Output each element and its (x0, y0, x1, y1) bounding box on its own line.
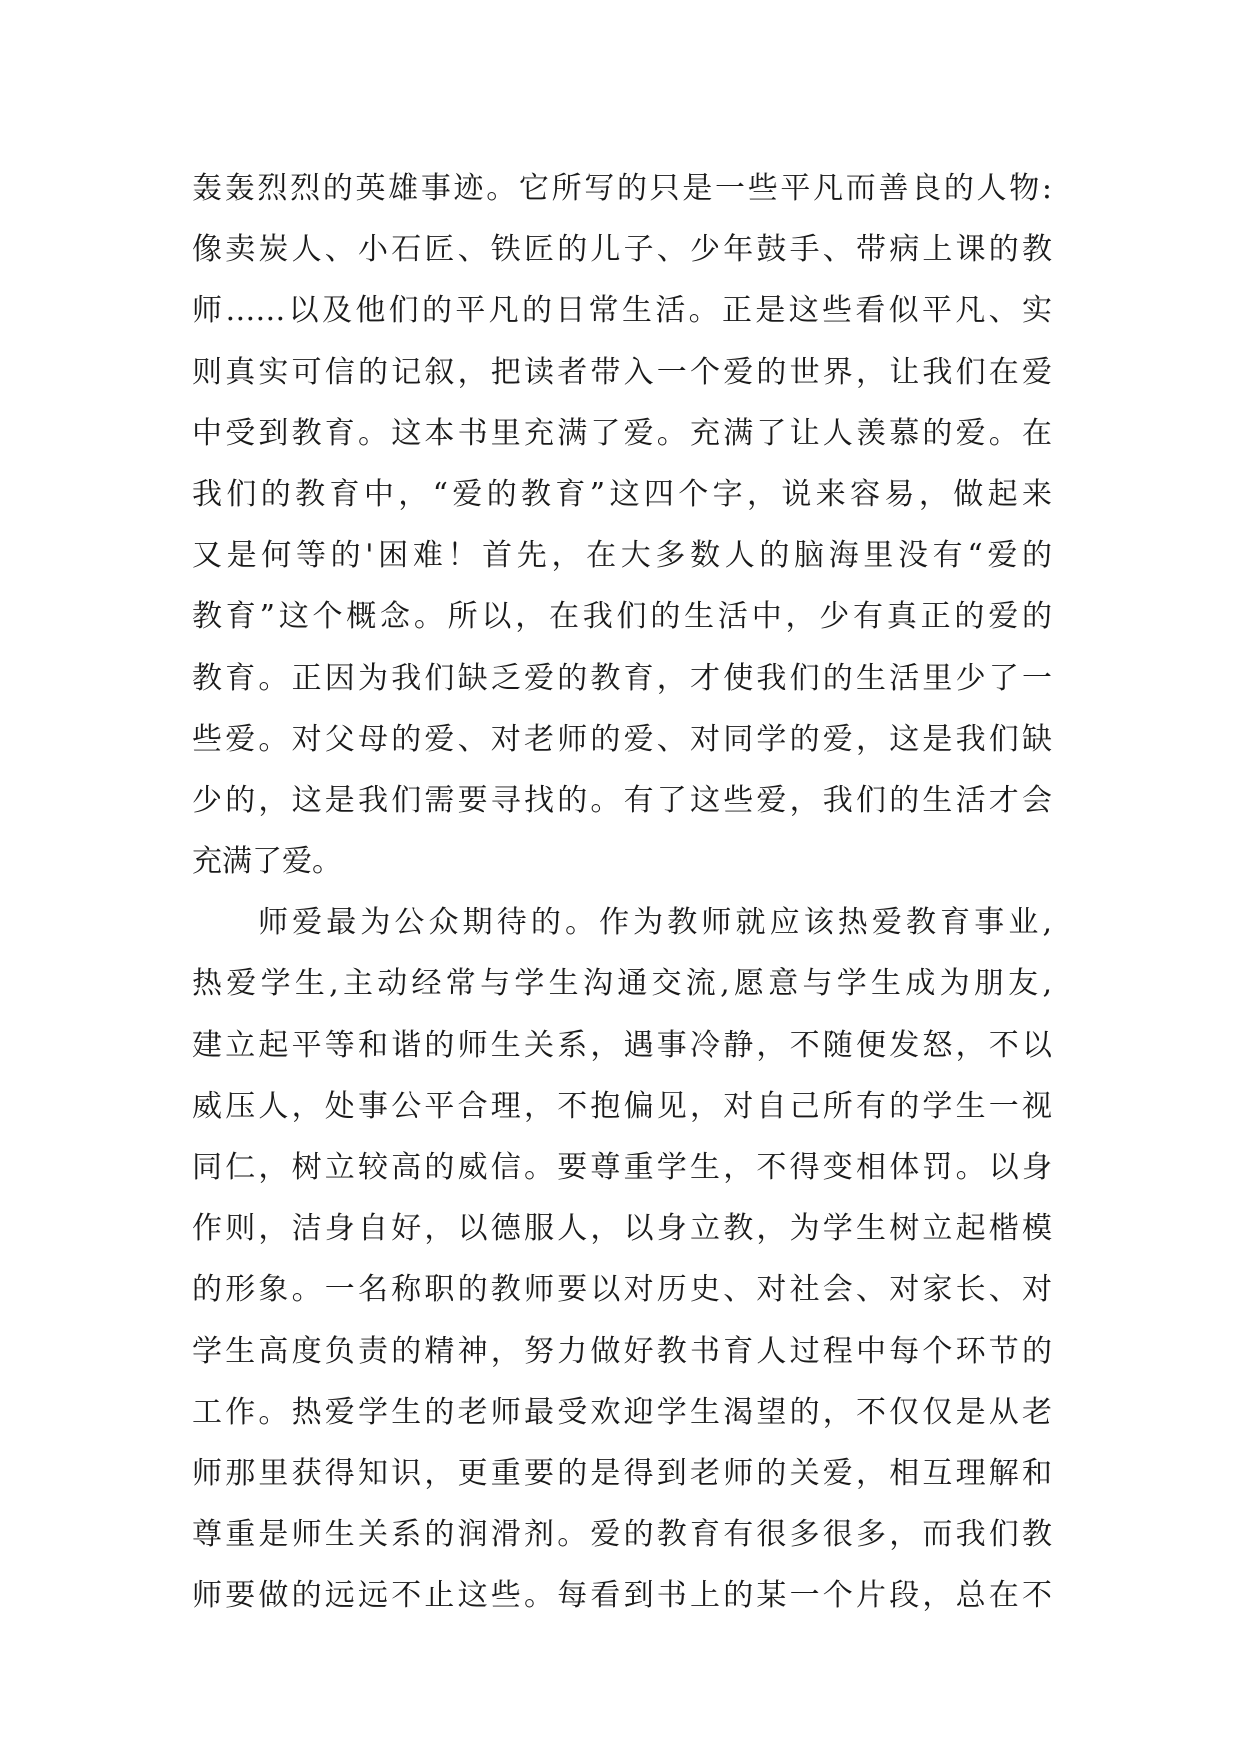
body-text (192, 158, 1052, 1627)
text-line: 轰轰烈烈的英雄事迹。它所写的只是一些平凡而善良的人物: (192, 171, 1052, 206)
text-line: 像卖炭人、小石匠、铁匠的儿子、少年鼓手、带病上课的教 (192, 232, 1052, 268)
text-line: 师……以及他们的平凡的日常生活。正是这些看似平凡、实 (192, 293, 1052, 329)
text-line: 中受到教育。这本书里充满了爱。充满了让人羡慕的爱。在 (192, 415, 1052, 451)
text-line: 工作。热爱学生的老师最受欢迎学生渴望的，不仅仅是从老 (192, 1394, 1052, 1430)
text-line: 些爱。对父母的爱、对老师的爱、对同学的爱，这是我们缺 (192, 721, 1052, 757)
text-line: 的形象。一名称职的教师要以对历史、对社会、对家长、对 (192, 1272, 1052, 1308)
text-line: 则真实可信的记叙，把读者带入一个爱的世界，让我们在爱 (192, 354, 1052, 390)
paragraph-first-line: 师爱最为公众期待的。作为教师就应该热爱教育事业, (258, 905, 1052, 941)
text-line: 威压人，处事公平合理，不抱偏见，对自己所有的学生一视 (192, 1088, 1052, 1124)
text-line: 师那里获得知识，更重要的是得到老师的关爱，相互理解和 (192, 1455, 1052, 1491)
text-line: 建立起平等和谐的师生关系，遇事冷静，不随便发怒，不以 (192, 1027, 1052, 1063)
text-line: 教育。正因为我们缺乏爱的教育，才使我们的生活里少了一 (192, 660, 1052, 696)
text-line: 同仁，树立较高的威信。要尊重学生，不得变相体罚。以身 (192, 1150, 1052, 1185)
text-line: 热爱学生,主动经常与学生沟通交流,愿意与学生成为朋友, (192, 966, 1052, 1002)
text-line: 尊重是师生关系的润滑剂。爱的教育有很多很多，而我们教 (192, 1517, 1052, 1553)
text-line: 又是何等的'困难！首先，在大多数人的脑海里没有“爱的 (192, 538, 1052, 574)
text-line: 教育”这个概念。所以，在我们的生活中，少有真正的爱的 (192, 599, 1052, 635)
text-line: 师要做的远远不止这些。每看到书上的某一个片段，总在不 (192, 1578, 1052, 1614)
text-line: 我们的教育中，“爱的教育”这四个字，说来容易，做起来 (192, 476, 1052, 512)
text-line: 作则，洁身自好，以德服人，以身立教，为学生树立起楷模 (192, 1211, 1052, 1247)
text-line: 少的，这是我们需要寻找的。有了这些爱，我们的生活才会 (192, 782, 1052, 818)
text-line: 学生高度负责的精神，努力做好教书育人过程中每个环节的 (192, 1333, 1052, 1369)
paragraph-end-line: 充满了爱。 (192, 844, 342, 880)
